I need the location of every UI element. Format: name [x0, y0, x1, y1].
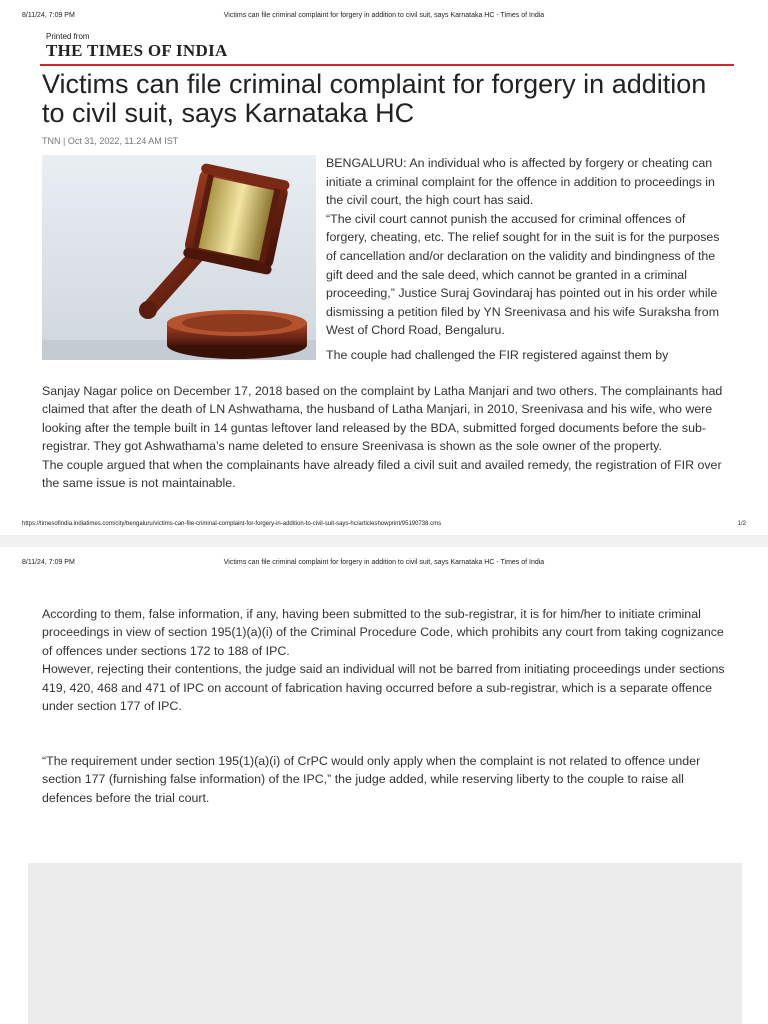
- print-doc-title: Victims can file criminal complaint for forgery in addition to civil suit, says Karnataka HC - Times of India: [223, 12, 545, 19]
- article-paragraph: “The requirement under section 195(1)(a)(i) of CrPC would only apply when the complaint is not related to offence under section 177 (furnishing false information) of the IPC,” the judge added, while reserving liberty to the couple to raise all defences before the trial court.: [42, 754, 701, 805]
- print-footer: [22, 521, 746, 527]
- article-paragraph: Sanjay Nagar police on December 17, 2018 based on the complaint by Latha Manjari and two others. The complainants had claimed that after the death of LN Ashwathama, the husband of Latha Manjari, in 2010, Sreenivasa and his wife, who were looking after the temple built in 14 guntas leftover land released by the BDA, submitted forged documents before the sub-registrar. They got Ashwathama’s name deleted to ensure Sreenivasa is shown as the sole owner of the property.: [42, 384, 723, 454]
- print-url: https://timesofindia.indiatimes.com/city/bengaluru/victims-can-file-criminal-complaint-for-forgery-in-addition-to-civil-suit-says-hc/articleshowprint/95190738.cms: [22, 521, 442, 527]
- article-headline: Victims can file criminal complaint for forgery in addition to civil suit, says Karnataka HC: [42, 69, 707, 128]
- article-full-column: [42, 382, 732, 492]
- article-full-column: [42, 752, 732, 807]
- article-byline: TNN | Oct 31, 2022, 11.24 AM IST: [42, 136, 179, 146]
- print-page-number: 1/2: [737, 521, 746, 527]
- article-paragraph: The couple argued that when the complainants have already filed a civil suit and availed remedy, the registration of FIR over the same issue is not maintainable.: [42, 457, 722, 491]
- masthead-logo: THE TIMES OF INDIA: [46, 41, 228, 60]
- article-paragraph: BENGALURU: An individual who is affected by forgery or cheating can initiate a criminal complaint for the offence in addition to proceedings in the civil court, the high court has said.: [326, 156, 715, 208]
- print-header: [22, 12, 746, 22]
- print-page-2: [0, 547, 768, 1024]
- printed-from-label: Printed from: [46, 32, 90, 41]
- article-paragraph-lead: The couple had challenged the FIR registered against them by: [326, 347, 669, 362]
- article-paragraph: “The civil court cannot punish the accused for criminal offences of forgery, cheating, etc. The relief sought for in the suit is for the purposes of cancellation and/or declaration on the validity and bindingness of the gift deed and the sale deed, which cannot be granted in a criminal proceeding,” Justice Suraj Govindaraj has pointed out in his order while dismissing a petition filed by YN Sreenivasa and his wife Suraksha from West of Chord Road, Bengaluru.: [326, 211, 720, 338]
- article-full-column: [42, 605, 732, 715]
- print-datetime: 8/11/24, 7:09 PM: [22, 12, 75, 19]
- masthead-divider: [40, 64, 734, 66]
- article-paragraph: According to them, false information, if any, having been submitted to the sub-registrar, it is for him/her to initiate criminal proceedings in view of section 195(1)(a)(i) of the Criminal Procedure Code, which prohibits any court from taking cognizance of offences under sections 172 to 188 of IPC.: [42, 607, 724, 658]
- print-header: [22, 559, 746, 569]
- print-datetime: 8/11/24, 7:09 PM: [22, 559, 75, 566]
- article-side-column: [326, 154, 726, 365]
- article-paragraph: However, rejecting their contentions, the judge said an individual will not be barred from initiating proceedings under sections 419, 420, 468 and 471 of IPC on account of fabrication having occurred before a sub-registrar, which is a separate offence under section 177 of IPC.: [42, 662, 725, 714]
- blank-area: [28, 863, 742, 1024]
- page-break: [0, 535, 768, 547]
- print-doc-title: Victims can file criminal complaint for forgery in addition to civil suit, says Karnataka HC - Times of India: [223, 559, 545, 566]
- gavel-image: [42, 155, 316, 360]
